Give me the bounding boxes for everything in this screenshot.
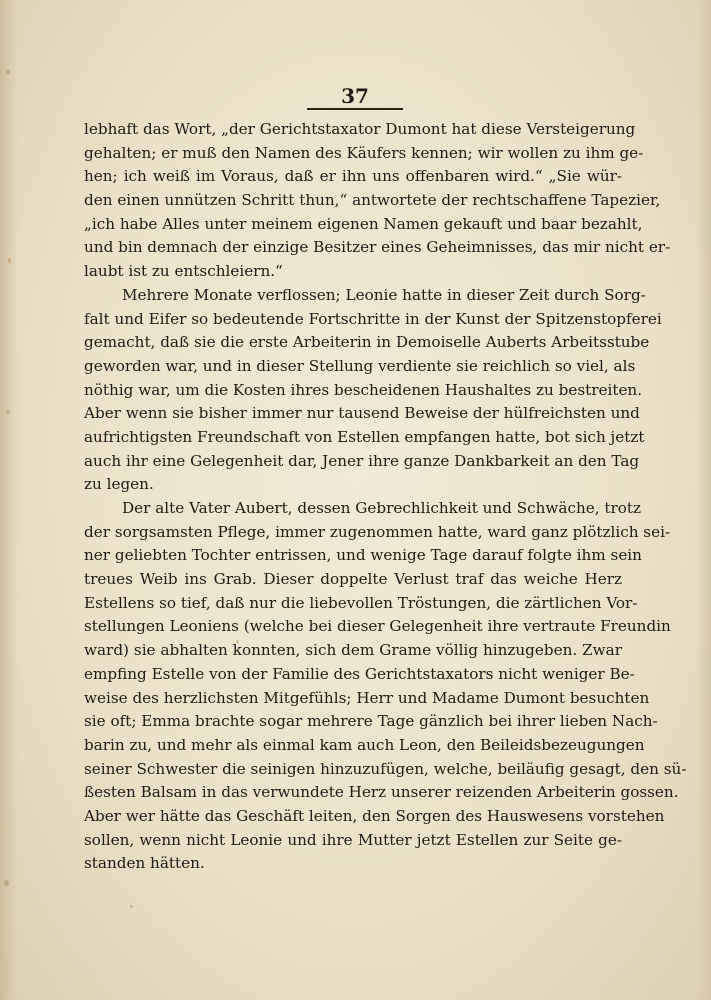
text-line: geworden war, und in dieser Stellung verdiente sie reichlich so viel, als [84, 356, 636, 375]
text-line: „ich habe Alles unter meinem eigenen Namen gekauft und baar bezahlt, [84, 214, 643, 233]
text-line: Estellens so tief, daß nur die liebevollen Tröstungen, die zärtlichen Vor- [84, 593, 638, 612]
text-line: aufrichtigsten Freundschaft von Estellen empfangen hatte, bot sich jetzt [84, 427, 645, 446]
page-number: 37 [341, 84, 369, 108]
text-line: ßesten Balsam in das verwundete Herz unserer reizenden Arbeiterin gossen. [84, 783, 679, 802]
text-line: standen hätten. [84, 854, 205, 873]
text-line: empfing Estelle von der Familie des Gerichtstaxators nicht weniger Be- [84, 664, 635, 683]
text-line: ner geliebten Tochter entrissen, und wenige Tage darauf folgte ihm sein [84, 546, 642, 565]
text-line: zu legen. [84, 475, 154, 494]
foxing-spot [4, 880, 9, 886]
text-line: falt und Eifer so bedeutende Fortschritte in der Kunst der Spitzenstopferei [84, 309, 662, 328]
text-line: den einen unnützen Schritt thun,“ antwortete der rechtschaffene Tapezier, [84, 191, 661, 210]
text-line: auch ihr eine Gelegenheit dar, Jener ihre ganze Dankbarkeit an den Tag [84, 451, 640, 470]
text-line: Aber wenn sie bisher immer nur tausend Beweise der hülfreichsten und [84, 404, 640, 423]
text-line: Aber wer hätte das Geschäft leiten, den Sorgen des Hauswesens vorstehen [84, 806, 665, 825]
foxing-spot [130, 905, 133, 908]
text-line: treues Weib ins Grab. Dieser doppelte Verlust traf das weiche Herz [84, 570, 622, 589]
body-text [84, 118, 687, 876]
text-line: gehalten; er muß den Namen des Käufers kennen; wir wollen zu ihm ge- [84, 143, 644, 162]
paragraph [84, 118, 671, 284]
text-line: und bin demnach der einzige Besitzer eines Geheimnisses, das mir nicht er- [84, 238, 671, 257]
text-line: hen; ich weiß im Voraus, daß er ihn uns offenbaren wird.“ „Sie wür- [84, 167, 622, 186]
text-line: weise des herzlichsten Mitgefühls; Herr und Madame Dumont besuchten [84, 688, 650, 707]
text-line: gemacht, daß sie die erste Arbeiterin in Demoiselle Auberts Arbeitsstube [84, 333, 650, 352]
text-line: ward) sie abhalten konnten, sich dem Grame völlig hinzugeben. Zwar [84, 641, 622, 660]
text-line: sollen, wenn nicht Leonie und ihre Mutter jetzt Estellen zur Seite ge- [84, 830, 622, 849]
text-line: der sorgsamsten Pflege, immer zugenommen hatte, ward ganz plötzlich sei- [84, 522, 671, 541]
text-line: nöthig war, um die Kosten ihres bescheidenen Haushaltes zu bestreiten. [84, 380, 643, 399]
text-line: lebhaft das Wort, „der Gerichtstaxator Dumont hat diese Versteigerung [84, 120, 636, 138]
text-line: barin zu, und mehr als einmal kam auch Leon, den Beileidsbezeugungen [84, 735, 645, 754]
text-line: Der alte Vater Aubert, dessen Gebrechlichkeit und Schwäche, trotz [122, 499, 642, 517]
paragraph [84, 284, 662, 497]
text-line: sie oft; Emma brachte sogar mehrere Tage gänzlich bei ihrer lieben Nach- [84, 712, 658, 731]
text-line: stellungen Leoniens (welche bei dieser Gelegenheit ihre vertraute Freundin [84, 617, 671, 636]
foxing-spot [8, 258, 11, 263]
paragraph [84, 497, 687, 876]
foxing-spot [6, 410, 10, 414]
text-line: Mehrere Monate verflossen; Leonie hatte in dieser Zeit durch Sorg- [122, 285, 646, 304]
page-number-rule [307, 108, 403, 110]
foxing-spot [6, 70, 10, 74]
text-line: laubt ist zu entschleiern.“ [84, 262, 283, 281]
text-line: seiner Schwester die seinigen hinzuzufügen, welche, beiläufig gesagt, den sü- [84, 759, 687, 778]
